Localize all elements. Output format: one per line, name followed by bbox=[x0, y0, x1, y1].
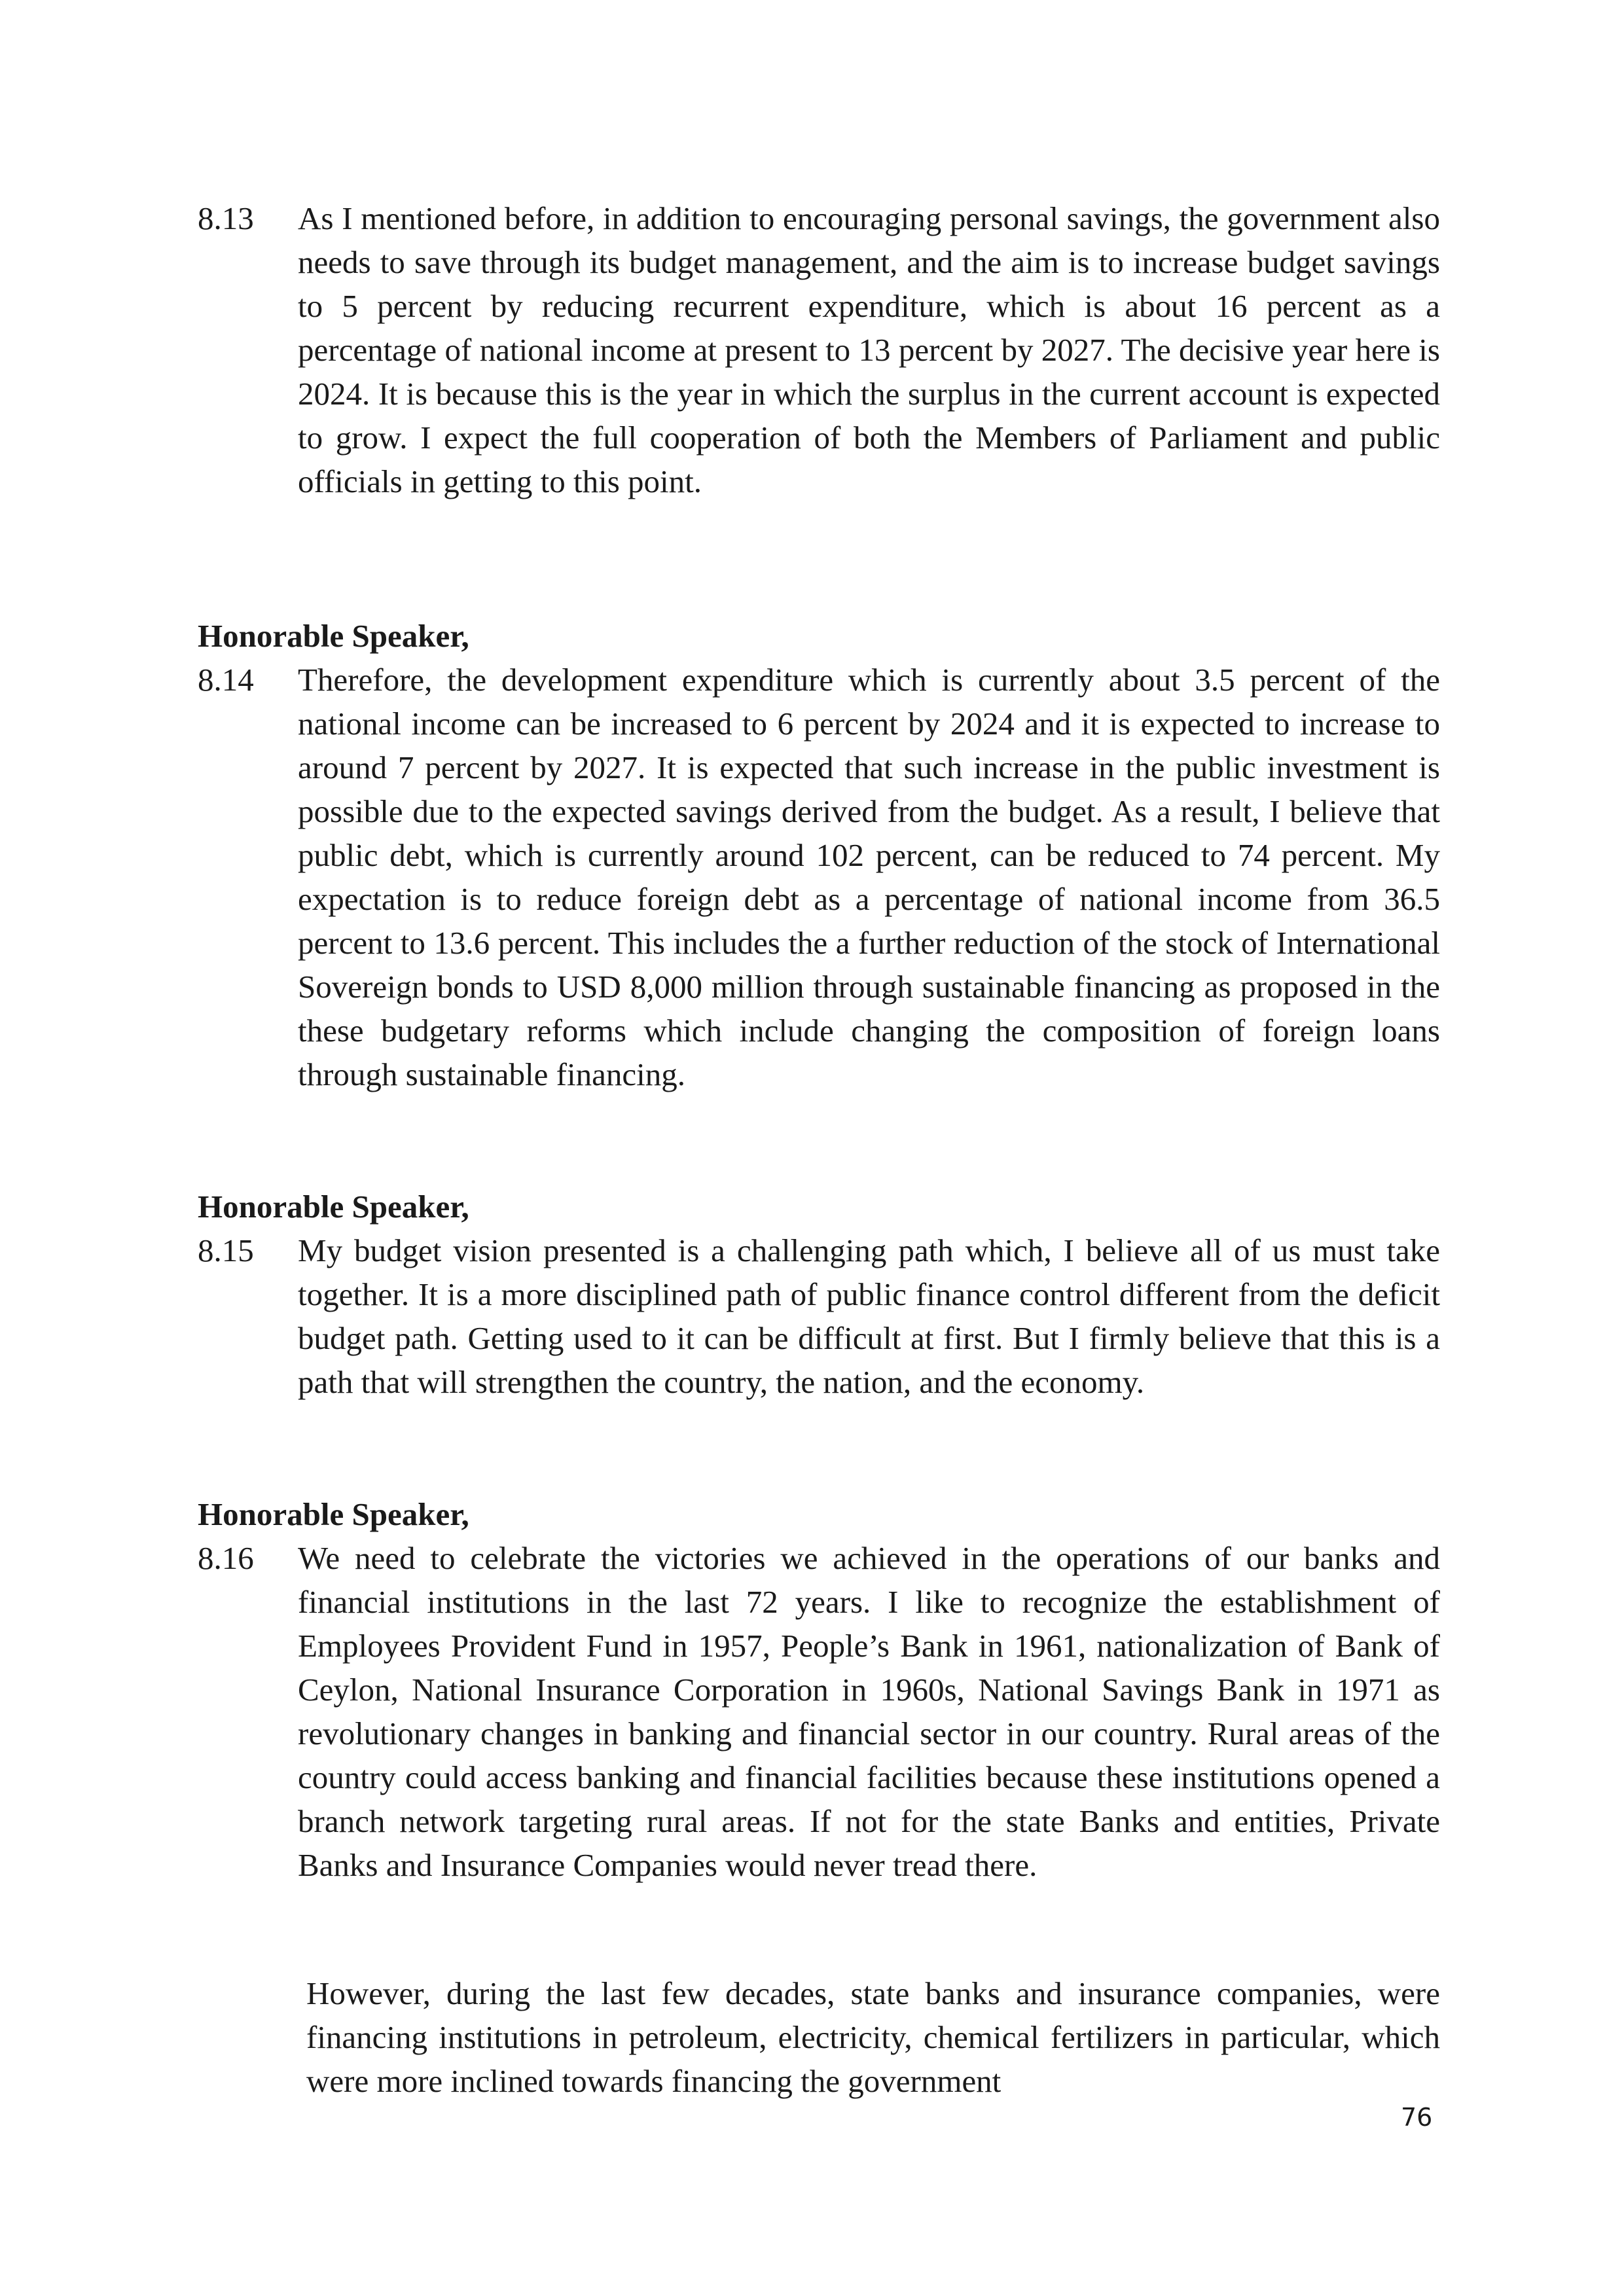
paragraph-number: 8.13 bbox=[198, 200, 254, 236]
page-number: 76 bbox=[1401, 2103, 1433, 2132]
paragraph-8-16-continuation: However, during the last few decades, state banks and insurance companies, were financing institutions in petroleum, electricity, chemical fertilizers in particular, which were more inclined towards financing the government bbox=[306, 1975, 1440, 2099]
speaker-heading-2: Honorable Speaker, bbox=[198, 1189, 469, 1225]
paragraph-number: 8.15 bbox=[198, 1232, 254, 1268]
paragraph-number: 8.16 bbox=[198, 1540, 254, 1576]
paragraph-8-14 bbox=[198, 658, 1441, 1096]
paragraph-8-15 bbox=[198, 1229, 1441, 1404]
paragraph-8-16 bbox=[198, 1536, 1441, 1887]
paragraph-8-13 bbox=[198, 196, 1441, 503]
paragraph-number: 8.14 bbox=[198, 662, 254, 698]
speaker-heading-3: Honorable Speaker, bbox=[198, 1496, 469, 1532]
speaker-heading-1: Honorable Speaker, bbox=[198, 618, 469, 654]
paragraph-text: My budget vision presented is a challenging path which, I believe all of us must take together. It is a more disciplined path of public finance control different from the deficit budget path. Getting used to it can be difficult at first. But I firmly believe that this is a path that will strengthen the country, the nation, and the economy. bbox=[298, 1232, 1440, 1400]
paragraph-text: As I mentioned before, in addition to encouraging personal savings, the government also needs to save through its budget management, and the aim is to increase budget savings to 5 percent by reducing recurrent expenditure, which is about 16 percent as a percentage of national income at present to 13 percent by 2027. The decisive year here is 2024. It is because this is the year in which the surplus in the current account is expected to grow. I expect the full cooperation of both the Members of Parliament and public officials in getting to this point. bbox=[298, 200, 1440, 499]
paragraph-text: We need to celebrate the victories we achieved in the operations of our banks and financial institutions in the last 72 years. I like to recognize the establishment of Employees Provident Fund in 1957, People’s Bank in 1961, nationalization of Bank of Ceylon, National Insurance Corporation in 1960s, National Savings Bank in 1971 as revolutionary changes in banking and financial sector in our country. Rural areas of the country could access banking and financial facilities because these institutions opened a branch network targeting rural areas. If not for the state Banks and entities, Private Banks and Insurance Companies would never tread there. bbox=[298, 1540, 1440, 1883]
paragraph-text: Therefore, the development expenditure which is currently about 3.5 percent of the national income can be increased to 6 percent by 2024 and it is expected to increase to around 7 percent by 2027. It is expected that such increase in the public investment is possible due to the expected savings derived from the budget. As a result, I believe that public debt, which is currently around 102 percent, can be reduced to 74 percent. My expectation is to reduce foreign debt as a percentage of national income from 36.5 percent to 13.6 percent. This includes the a further reduction of the stock of International Sovereign bonds to USD 8,000 million through sustainable financing as proposed in the these budgetary reforms which include changing the composition of foreign loans through sustainable financing. bbox=[298, 662, 1440, 1092]
